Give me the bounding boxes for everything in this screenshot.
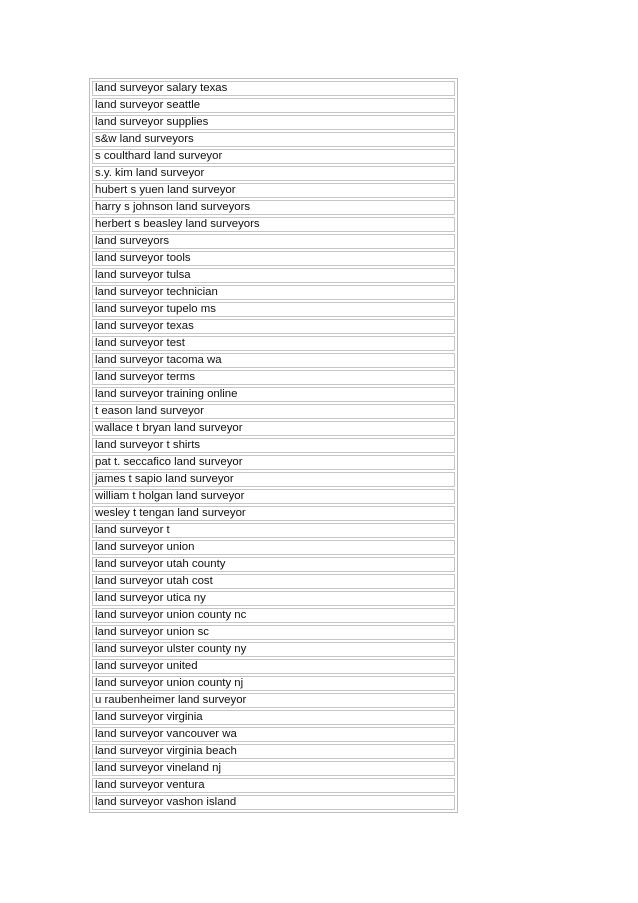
table-row bbox=[92, 489, 455, 504]
table-row bbox=[92, 438, 455, 453]
table-row bbox=[92, 370, 455, 385]
table-row bbox=[92, 642, 455, 657]
table-row bbox=[92, 217, 455, 232]
table-row bbox=[92, 540, 455, 555]
table-cell: harry s johnson land surveyors bbox=[92, 200, 455, 215]
table-cell: land surveyor tupelo ms bbox=[92, 302, 455, 317]
table-row bbox=[92, 795, 455, 810]
table-cell: pat t. seccafico land surveyor bbox=[92, 455, 455, 470]
table-cell: wallace t bryan land surveyor bbox=[92, 421, 455, 436]
table-row bbox=[92, 268, 455, 283]
table-row bbox=[92, 149, 455, 164]
table-cell: t eason land surveyor bbox=[92, 404, 455, 419]
table-row bbox=[92, 710, 455, 725]
table-row bbox=[92, 81, 455, 96]
table-row bbox=[92, 778, 455, 793]
table-cell: land surveyor ulster county ny bbox=[92, 642, 455, 657]
table-cell: land surveyor t bbox=[92, 523, 455, 538]
table-cell: land surveyor utah cost bbox=[92, 574, 455, 589]
table-cell: land surveyor seattle bbox=[92, 98, 455, 113]
table-cell: land surveyor virginia beach bbox=[92, 744, 455, 759]
table-cell: land surveyor vineland nj bbox=[92, 761, 455, 776]
table-cell: land surveyor union county nj bbox=[92, 676, 455, 691]
table-cell: land surveyor utah county bbox=[92, 557, 455, 572]
table-row bbox=[92, 234, 455, 249]
table-row bbox=[92, 727, 455, 742]
table-row bbox=[92, 744, 455, 759]
table-row bbox=[92, 693, 455, 708]
table-row bbox=[92, 353, 455, 368]
keyword-table-body bbox=[92, 81, 455, 810]
table-row bbox=[92, 625, 455, 640]
table-row bbox=[92, 523, 455, 538]
table-row bbox=[92, 421, 455, 436]
table-cell: land surveyors bbox=[92, 234, 455, 249]
table-cell: hubert s yuen land surveyor bbox=[92, 183, 455, 198]
table-row bbox=[92, 659, 455, 674]
table-row bbox=[92, 557, 455, 572]
table-row bbox=[92, 132, 455, 147]
table-cell: herbert s beasley land surveyors bbox=[92, 217, 455, 232]
table-row bbox=[92, 166, 455, 181]
table-row bbox=[92, 591, 455, 606]
table-cell: land surveyor terms bbox=[92, 370, 455, 385]
table-row bbox=[92, 98, 455, 113]
table-cell: land surveyor vashon island bbox=[92, 795, 455, 810]
table-row bbox=[92, 387, 455, 402]
table-cell: land surveyor union bbox=[92, 540, 455, 555]
keyword-table bbox=[89, 78, 458, 813]
table-row bbox=[92, 115, 455, 130]
table-cell: wesley t tengan land surveyor bbox=[92, 506, 455, 521]
table-cell: u raubenheimer land surveyor bbox=[92, 693, 455, 708]
table-row bbox=[92, 404, 455, 419]
table-cell: s.y. kim land surveyor bbox=[92, 166, 455, 181]
table-cell: land surveyor texas bbox=[92, 319, 455, 334]
table-cell: s coulthard land surveyor bbox=[92, 149, 455, 164]
table-cell: land surveyor vancouver wa bbox=[92, 727, 455, 742]
table-cell: land surveyor salary texas bbox=[92, 81, 455, 96]
table-row bbox=[92, 472, 455, 487]
table-cell: james t sapio land surveyor bbox=[92, 472, 455, 487]
table-row bbox=[92, 608, 455, 623]
table-row bbox=[92, 302, 455, 317]
table-row bbox=[92, 676, 455, 691]
table-cell: land surveyor test bbox=[92, 336, 455, 351]
table-row bbox=[92, 574, 455, 589]
table-cell: land surveyor union county nc bbox=[92, 608, 455, 623]
table-cell: land surveyor tulsa bbox=[92, 268, 455, 283]
table-cell: land surveyor technician bbox=[92, 285, 455, 300]
table-cell: land surveyor ventura bbox=[92, 778, 455, 793]
table-row bbox=[92, 251, 455, 266]
table-row bbox=[92, 200, 455, 215]
table-row bbox=[92, 319, 455, 334]
table-cell: land surveyor union sc bbox=[92, 625, 455, 640]
table-cell: land surveyor united bbox=[92, 659, 455, 674]
table-cell: land surveyor tools bbox=[92, 251, 455, 266]
table-cell: william t holgan land surveyor bbox=[92, 489, 455, 504]
table-cell: land surveyor t shirts bbox=[92, 438, 455, 453]
table-cell: land surveyor virginia bbox=[92, 710, 455, 725]
table-row bbox=[92, 761, 455, 776]
table-row bbox=[92, 506, 455, 521]
table-cell: land surveyor supplies bbox=[92, 115, 455, 130]
table-row bbox=[92, 455, 455, 470]
table-cell: land surveyor utica ny bbox=[92, 591, 455, 606]
table-cell: land surveyor tacoma wa bbox=[92, 353, 455, 368]
table-cell: s&w land surveyors bbox=[92, 132, 455, 147]
table-cell: land surveyor training online bbox=[92, 387, 455, 402]
table-row bbox=[92, 336, 455, 351]
table-row bbox=[92, 183, 455, 198]
table-row bbox=[92, 285, 455, 300]
